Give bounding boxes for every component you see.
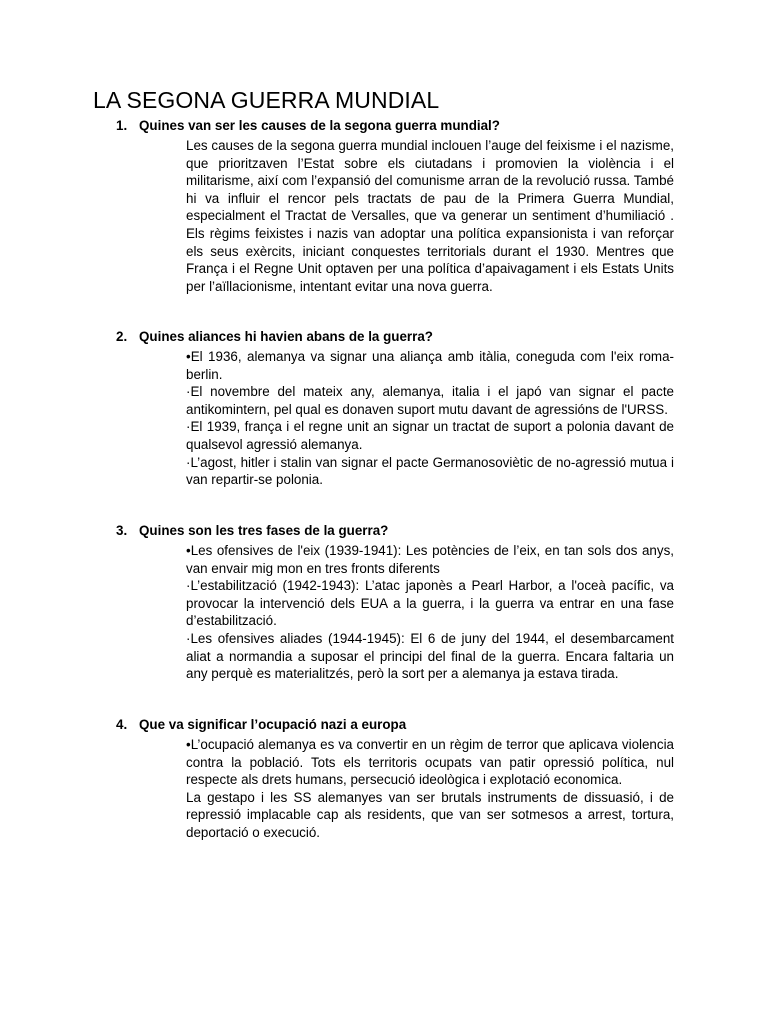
answer-paragraph: ·Les ofensives aliades (1944-1945): El 6 de juny del 1944, el desembarcament aliat a normandia a suposar el principi del final de la guerra. Encara faltaria un any perquè es materialitzés, però la sort per a alemanya ja estava tirada.	[186, 630, 674, 682]
answer-paragraph: ·El novembre del mateix any, alemanya, italia i el japó van signar el pacte antikomintern, pel qual es donaven suport mutu davant de agressións de l'URSS.	[186, 384, 674, 417]
answer-4	[186, 736, 674, 842]
question-text: Quines van ser les causes de la segona guerra mundial?	[139, 118, 500, 133]
question-section-1	[0, 117, 768, 295]
answer-3	[186, 542, 674, 683]
question-heading-2	[0, 328, 768, 348]
answer-paragraph: La gestapo i les SS alemanyes van ser brutals instruments de dissuasió, i de repressió implacable cap als residents, que van ser sotmesos a arrest, tortura, deportació o execució.	[186, 789, 674, 840]
question-number: 4.	[116, 717, 128, 732]
answer-1	[186, 137, 674, 295]
answer-paragraph: ·L’estabilització (1942-1943): L’atac japonès a Pearl Harbor, a l'oceà pacífic, va provocar la intervenció dels EUA a la guerra, i la guerra va entrar en una fase d’estabilització.	[186, 578, 674, 629]
question-text: Quines aliances hi havien abans de la guerra?	[139, 329, 433, 344]
answer-paragraph: ·El 1939, frança i el regne unit an signar un tractat de suport a polonia davant de qualsevol agressió alemanya.	[186, 419, 674, 452]
question-text: Que va significar l’ocupació nazi a europa	[139, 717, 407, 732]
answer-paragraph: •Les ofensives de l'eix (1939-1941): Les potències de l’eix, en tan sols dos anys, van envair mig mon en tres fronts diferents	[186, 543, 674, 576]
question-text: Quines son les tres fases de la guerra?	[139, 523, 389, 538]
answer-2	[186, 348, 674, 489]
question-section-2	[0, 328, 768, 489]
question-number: 1.	[116, 118, 128, 133]
answer-paragraph: Les causes de la segona guerra mundial inclouen l’auge del feixisme i el nazisme, que prioritzaven l’Estat sobre els ciutadans i promovien la violència i el militarisme, així com l’expansió del comunisme arran de la revolució russa. També hi va influir el rencor pels tractats de pau de la Primera Guerra Mundial, especialment el Tractat de Versalles, que va generar un sentiment d’humiliació . Els règims feixistes i nazis van adoptar una política expansionista i van reforçar els seus exèrcits, iniciant conquestes territorials durant el 1930. Mentres que França i el Regne Unit optaven per una política d’apaivagament i els Estats Units per l’aïllacionisme, intentant evitar una nova guerra.	[186, 138, 674, 294]
question-number: 2.	[116, 329, 128, 344]
question-heading-4	[0, 716, 768, 736]
question-section-3	[0, 522, 768, 683]
question-section-4	[0, 716, 768, 842]
question-heading-1	[0, 117, 768, 137]
question-number: 3.	[116, 523, 128, 538]
answer-paragraph: •L’ocupació alemanya es va convertir en un règim de terror que aplicava violencia contra la població. Tots els territoris ocupats van patir opressió política, nul respecte als drets humans, persecució ideològica i explotació economica.	[186, 737, 674, 788]
answer-paragraph: •El 1936, alemanya va signar una aliança amb itàlia, coneguda com l'eix roma-berlin.	[186, 349, 674, 382]
question-heading-3	[0, 522, 768, 542]
answer-paragraph: ·L’agost, hitler i stalin van signar el pacte Germanosoviètic de no-agressió mutua i van repartir-se polonia.	[186, 454, 674, 488]
page-title: LA SEGONA GUERRA MUNDIAL	[93, 87, 440, 113]
